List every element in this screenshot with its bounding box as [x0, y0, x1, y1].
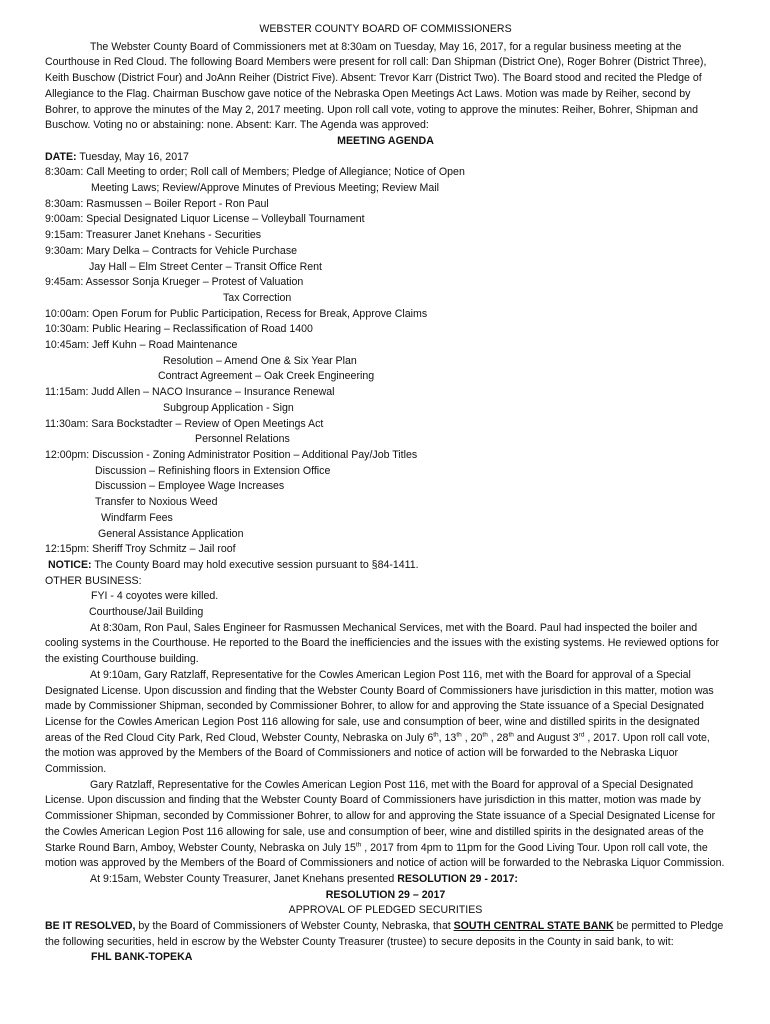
agenda-item: 9:45am: Assessor Sonja Krueger – Protest of Valuation [45, 276, 304, 289]
text-run: , 2017 from 4pm to 11pm for the Good Living Tour. Upon roll call vote, the motion was approved by the Members of the Board of Commissioners and notice of action will be forwarded to the Nebraska Liquor Commission. [45, 841, 725, 870]
notice-line [45, 558, 726, 574]
agenda-item: Jay Hall – Elm Street Center – Transit Office Rent [89, 260, 322, 273]
agenda-item: 12:00pm: Discussion - Zoning Administrator Position – Additional Pay/Job Titles [45, 448, 418, 461]
fyi-line: FYI - 4 coyotes were killed. [91, 590, 219, 603]
notice-label: NOTICE: [48, 558, 92, 571]
text-run: , 2017. Upon roll call vote, the motion was approved by the Members of the Board of Commissioners and notice of action will be forwarded to the Nebraska Liquor Commission. [45, 731, 710, 776]
intro-paragraph: The Webster County Board of Commissioners met at 8:30am on Tuesday, May 16, 2017, for a regular business meeting at the Courthouse in Red Cloud. The following Board Members were present for roll call: Dan Shipman (District One), Roger Bohrer (District Three), Keith Buschow (District Four) and JoAnn Reiher (District Five). Absent: Trevor Karr (District Two). The Board stood and recited the Pledge of Allegiance to the Flag. Chairman Buschow gave notice of the Nebraska Open Meetings Act Laws. Motion was made by Reiher, second by Bohrer, to approve the minutes of the May 2, 2017 meeting. Upon roll call vote, voting to approve the minutes: Reiher, Bohrer, Shipman and Buschow. Voting no or abstaining: none. Absent: Karr. The Agenda was approved: [45, 40, 707, 132]
agenda-item: Personnel Relations [195, 433, 290, 446]
text-run: Gary Ratzlaff, Representative for the Cowles American Legion Post 116, met with the Board for approval of a Special Designated License. Upon discussion and finding that the Webster County Board of Commissioners have jurisdiction in this matter, motion was made by Commissioner Shipman, seconded by Commissioner Bohrer, to allow for and approving the State issuance of a Special Designated License for the Cowles American Legion Post 116 allowing for sale, use and consumption of beer, wine and distilled spirits in the designated areas of the Starke Round Barn, Amboy, Webster County, Nebraska on July 15 [45, 778, 716, 854]
agenda-item: 9:30am: Mary Delka – Contracts for Vehicle Purchase [45, 244, 298, 257]
other-business-heading: OTHER BUSINESS: [45, 574, 142, 587]
superscript: th [355, 841, 362, 849]
date-label: DATE: [45, 150, 77, 163]
agenda-item: Resolution – Amend One & Six Year Plan [163, 354, 357, 367]
document-title: WEBSTER COUNTY BOARD OF COMMISSIONERS [259, 23, 512, 35]
agenda-item: Meeting Laws; Review/Approve Minutes of Previous Meeting; Review Mail [91, 182, 439, 195]
agenda-heading: MEETING AGENDA [337, 134, 434, 147]
agenda-item: 8:30am: Call Meeting to order; Roll call of Members; Pledge of Allegiance; Notice of Open [45, 166, 465, 179]
text-run: , 13 [438, 731, 457, 744]
agenda-item: Windfarm Fees [101, 511, 173, 524]
text-run: by the Board of Commissioners of Webster County, Nebraska, that [135, 920, 454, 933]
agenda-item: Contract Agreement – Oak Creek Engineering [158, 370, 375, 383]
superscript: th [508, 731, 514, 739]
superscript: th [456, 731, 462, 739]
text-run: At 9:15am, Webster County Treasurer, Janet Knehans presented [90, 872, 398, 885]
agenda-item: Discussion – Refinishing floors in Extension Office [95, 464, 331, 477]
notice-text: The County Board may hold executive session pursuant to §84-1411. [91, 558, 419, 571]
agenda-item: Transfer to Noxious Weed [95, 496, 218, 509]
agenda-item: Tax Correction [223, 291, 292, 304]
agenda-item: General Assistance Application [98, 527, 244, 540]
text-run: , [461, 731, 468, 744]
agenda-item: 10:00am: Open Forum for Public Participation, Recess for Break, Approve Claims [45, 307, 428, 320]
agenda-list [45, 165, 726, 558]
ron-paul-paragraph: At 8:30am, Ron Paul, Sales Engineer for Rasmussen Mechanical Services, met with the Board. Paul had inspected the boiler and cooling systems in the Courthouse. He reported to the Board the inefficiencies and the issues with the existing systems. He reviewed options for the existing Courthouse building. [45, 621, 720, 666]
courthouse-line: Courthouse/Jail Building [89, 606, 204, 619]
agenda-item: 12:15pm: Sheriff Troy Schmitz – Jail roof [45, 543, 236, 556]
resolution-subheading: APPROVAL OF PLEDGED SECURITIES [288, 904, 483, 917]
text-run: be permitted to Pledge the following securities, held in escrow by the Webster County Treasurer (trustee) to secure deposits in the County in said bank, to wit: [45, 920, 724, 948]
agenda-item: 11:15am: Judd Allen – NACO Insurance – Insurance Renewal [45, 386, 335, 399]
knehans-paragraph [45, 872, 726, 888]
agenda-date [45, 150, 726, 166]
ratzlaff-paragraph-2 [45, 778, 726, 872]
superscript: th [482, 731, 488, 739]
text-run: , 28 [487, 731, 509, 744]
superscript: th [433, 731, 439, 739]
fhl-bank-heading: FHL BANK-TOPEKA [91, 951, 193, 964]
date-value: Tuesday, May 16, 2017 [76, 150, 189, 163]
resolution-heading: RESOLUTION 29 – 2017 [325, 888, 446, 901]
agenda-item: 9:15am: Treasurer Janet Knehans - Securities [45, 229, 262, 242]
be-it-resolved-paragraph [45, 919, 726, 950]
resolution-ref: RESOLUTION 29 - 2017: [397, 872, 518, 885]
bank-name: SOUTH CENTRAL STATE BANK [453, 920, 614, 933]
superscript: rd [578, 731, 585, 739]
agenda-item: 10:45am: Jeff Kuhn – Road Maintenance [45, 339, 238, 352]
agenda-item: 8:30am: Rasmussen – Boiler Report - Ron Paul [45, 197, 269, 210]
agenda-item: 11:30am: Sara Bockstadter – Review of Open Meetings Act [45, 417, 324, 430]
text-run: At 9:10am, Gary Ratzlaff, Representative for the Cowles American Legion Post 116, met with the Board for approval of a Special Designated License. Upon discussion and finding that the Webster County Board of Commissioners have jurisdiction in this matter, motion was made by Commissioner Shipman, seconded by Commissioner Bohrer, to allow for and approving the State issuance of a Special Designated License for the Cowles American Legion Post 116 allowing for sale, use and consumption of beer, wine and distilled spirits in the designated areas of the Red Cloud City Park, Red Cloud, Webster County, Nebraska on July 6 [45, 668, 714, 744]
agenda-item: 9:00am: Special Designated Liquor License – Volleyball Tournament [45, 213, 365, 226]
text-run: 20 [470, 731, 483, 744]
agenda-item: Discussion – Employee Wage Increases [95, 480, 285, 493]
ratzlaff-paragraph-1 [45, 668, 726, 778]
be-it-resolved-label: BE IT RESOLVED, [45, 920, 136, 933]
agenda-item: Subgroup Application - Sign [163, 401, 294, 414]
text-run: and August 3 [513, 731, 579, 744]
agenda-item: 10:30am: Public Hearing – Reclassification of Road 1400 [45, 323, 313, 336]
